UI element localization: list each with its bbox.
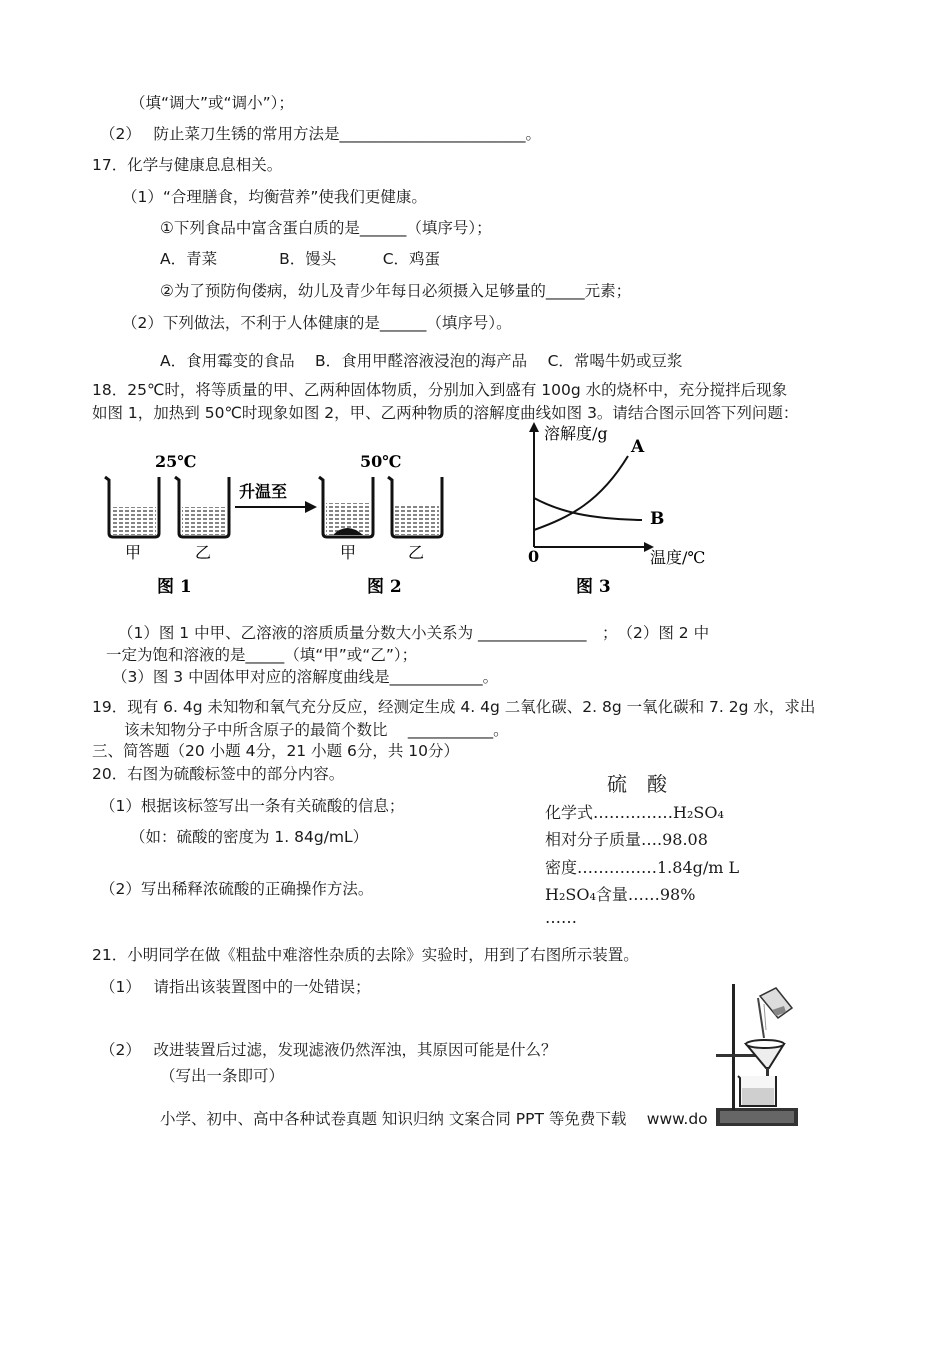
line-24: （2） 改进装置后过滤，发现滤液仍然浑浊，其原因可能是什么？ <box>100 1041 557 1059</box>
solubility-chart <box>520 422 730 602</box>
footer-text: 小学、初中、高中各种试卷真题 知识归纳 文案合同 PPT 等免费下载 www.do <box>160 1110 708 1128</box>
line-25: （写出一条即可） <box>160 1067 285 1085</box>
acid-label-title: 硫 酸 <box>607 772 667 796</box>
acid-label-mass: 相对分子质量….98.08 <box>545 830 708 849</box>
beaker-jia-2 <box>319 477 373 537</box>
line-4: （1）“合理膳食，均衡营养”使我们更健康。 <box>122 188 427 206</box>
label-jia-1: 甲 <box>125 543 142 562</box>
filtration-apparatus <box>712 980 812 1132</box>
label-yi-1: 乙 <box>195 543 212 562</box>
line-13: 一定为饱和溶液的是_____（填“甲”或“乙”）； <box>106 646 418 664</box>
line-2: （2） 防止菜刀生锈的常用方法是________________________。 <box>100 125 542 143</box>
line-5: ①下列食品中富含蛋白质的是______（填序号）； <box>160 219 492 237</box>
label-jia-2: 甲 <box>340 543 357 562</box>
line-21: （2）写出稀释浓硫酸的正确操作方法。 <box>100 880 374 898</box>
line-11: 如图 1，加热到 50℃时现象如图 2，甲、乙两种物质的溶解度曲线如图 3。请结合图示回答下列问题： <box>92 404 799 422</box>
temp-50: 50℃ <box>360 452 402 471</box>
line-19: （1）根据该标签写出一条有关硫酸的信息； <box>100 797 405 815</box>
question-21: 21．小明同学在做《粗盐中难溶性杂质的去除》实验时，用到了右图所示装置。 <box>92 946 639 964</box>
question-20: 20．右图为硫酸标签中的部分内容。 <box>92 765 345 783</box>
question-19: 19．现有 6. 4g 未知物和氧气充分反应，经测定生成 4. 4g 二氧化碳、2. 8g 一氧化碳和 7. 2g 水，求出 <box>92 698 816 716</box>
acid-label-formula: 化学式……………H₂SO₄ <box>545 803 724 822</box>
beaker-jia-1 <box>105 477 159 537</box>
line-20: （如：硫酸的密度为 1. 84g/mL） <box>130 828 369 846</box>
acid-label-content: H₂SO₄含量……98% <box>545 885 696 904</box>
section-3-heading: 三、简答题（20 小题 4分，21 小题 6分，共 10分） <box>92 742 460 760</box>
line-23: （1） 请指出该装置图中的一处错误； <box>100 978 371 996</box>
label-yi-2: 乙 <box>408 543 425 562</box>
origin-label: 0 <box>528 547 540 566</box>
line-8: （2）下列做法，不利于人体健康的是______（填序号）。 <box>122 314 512 332</box>
fig3-label: 图 3 <box>576 577 611 597</box>
acid-label-more: …… <box>545 908 577 927</box>
curve-b-label: B <box>650 509 665 529</box>
fig1-label: 图 1 <box>157 577 192 597</box>
line-6: A．青菜 B．馒头 C．鸡蛋 <box>160 250 441 268</box>
fig2-label: 图 2 <box>367 577 402 597</box>
beaker-yi-2 <box>388 477 442 537</box>
temp-25: 25℃ <box>155 452 197 471</box>
line-16: 该未知物分子中所含原子的最简个数比 ___________。 <box>124 721 509 739</box>
question-17: 17．化学与健康息息相关。 <box>92 156 283 174</box>
beaker-yi-1 <box>175 477 229 537</box>
line-1: （填“调大”或“调小”）； <box>130 94 294 112</box>
line-12: （1）图 1 中甲、乙溶液的溶质质量分数大小关系为 ______________ ； （2）图 2 中 <box>118 624 710 642</box>
question-18: 18．25℃时，将等质量的甲、乙两种固体物质，分别加入到盛有 100g 水的烧杯中，充分搅拌后现象 <box>92 381 788 399</box>
y-axis-label: 溶解度/g <box>544 424 608 443</box>
curve-a-label: A <box>631 437 645 457</box>
line-9: A．食用霉变的食品 B．食用甲醛溶液浸泡的海产品 C．常喝牛奶或豆浆 <box>160 352 683 370</box>
acid-label-density: 密度……………1.84g/m L <box>545 858 740 877</box>
x-axis-label: 温度/℃ <box>650 548 706 567</box>
line-14: （3）图 3 中固体甲对应的溶解度曲线是____________。 <box>112 668 499 686</box>
line-7: ②为了预防佝偻病，幼儿及青少年每日必须摄入足够量的_____元素； <box>160 282 632 300</box>
arrow-text: 升温至 <box>239 482 288 501</box>
beaker-figures <box>95 445 465 605</box>
